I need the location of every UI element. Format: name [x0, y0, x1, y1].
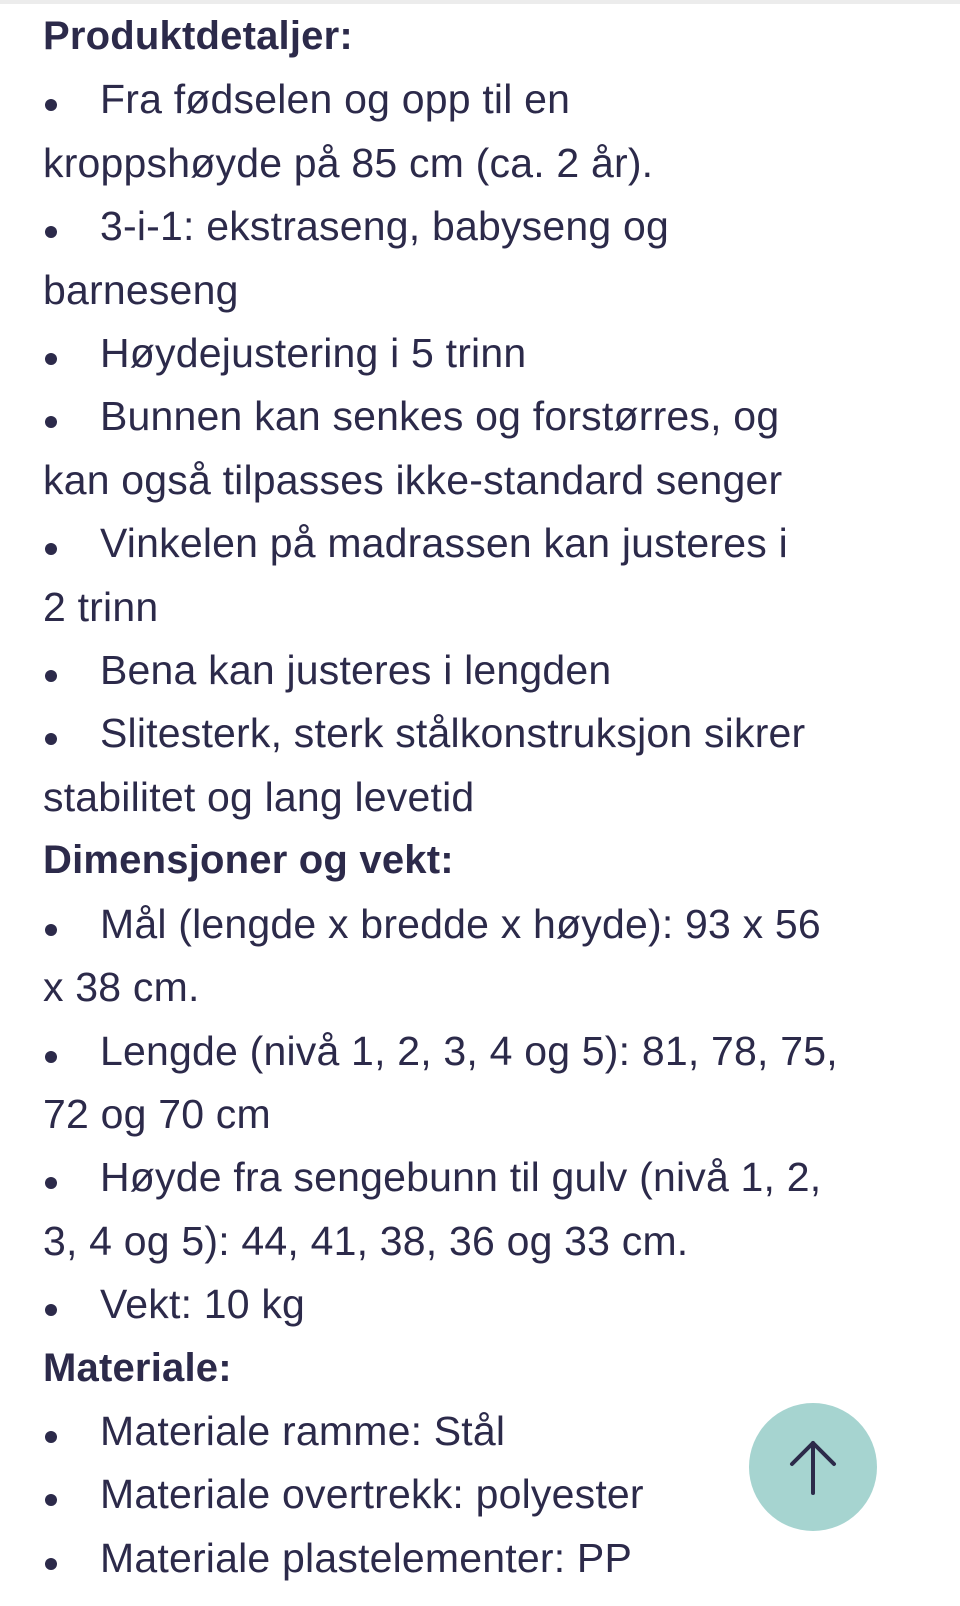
list-item: Bunnen kan senkes og forstørres, og — [100, 393, 780, 440]
list-item: Lengde (nivå 1, 2, 3, 4 og 5): 81, 78, 75, — [100, 1027, 838, 1074]
arrow-up-icon — [786, 1437, 840, 1497]
list-item-continuation: x 38 cm. — [43, 964, 200, 1011]
list-item: Mål (lengde x bredde x høyde): 93 x 56 — [100, 900, 821, 947]
list-item: Materiale ramme: Stål — [100, 1407, 506, 1454]
list-item-continuation: kan også tilpasses ikke-standard senger — [43, 456, 783, 503]
list-item-continuation: kroppshøyde på 85 cm (ca. 2 år). — [43, 139, 654, 186]
list-item-continuation: stabilitet og lang levetid — [43, 773, 475, 820]
list-item: Vinkelen på madrassen kan justeres i — [100, 520, 788, 567]
scroll-to-top-button[interactable] — [749, 1403, 877, 1531]
list-item: Høyde fra sengebunn til gulv (nivå 1, 2, — [100, 1154, 822, 1201]
list-item: Vekt: 10 kg — [100, 1281, 306, 1328]
section-heading-product-details: Produktdetaljer: — [43, 14, 353, 58]
list-item: Materiale plastelementer: PP — [100, 1534, 633, 1581]
list-item-continuation: 2 trinn — [43, 583, 159, 630]
top-divider — [0, 0, 960, 4]
list-item: Slitesterk, sterk stålkonstruksjon sikrer — [100, 710, 806, 757]
list-item-continuation: 72 og 70 cm — [43, 1090, 271, 1137]
list-item: Fra fødselen og opp til en — [100, 76, 571, 123]
product-description — [43, 5, 923, 1590]
list-item-continuation: barneseng — [43, 266, 239, 313]
list-item: Materiale overtrekk: polyester — [100, 1471, 644, 1518]
list-item: Bena kan justeres i lengden — [100, 647, 612, 694]
list-item: Høydejustering i 5 trinn — [100, 330, 527, 377]
list-item: 3-i-1: ekstraseng, babyseng og — [100, 203, 669, 250]
list-item-continuation: 3, 4 og 5): 44, 41, 38, 36 og 33 cm. — [43, 1217, 689, 1264]
section-heading-material: Materiale: — [43, 1345, 232, 1390]
section-heading-dimensions: Dimensjoner og vekt: — [43, 838, 454, 883]
